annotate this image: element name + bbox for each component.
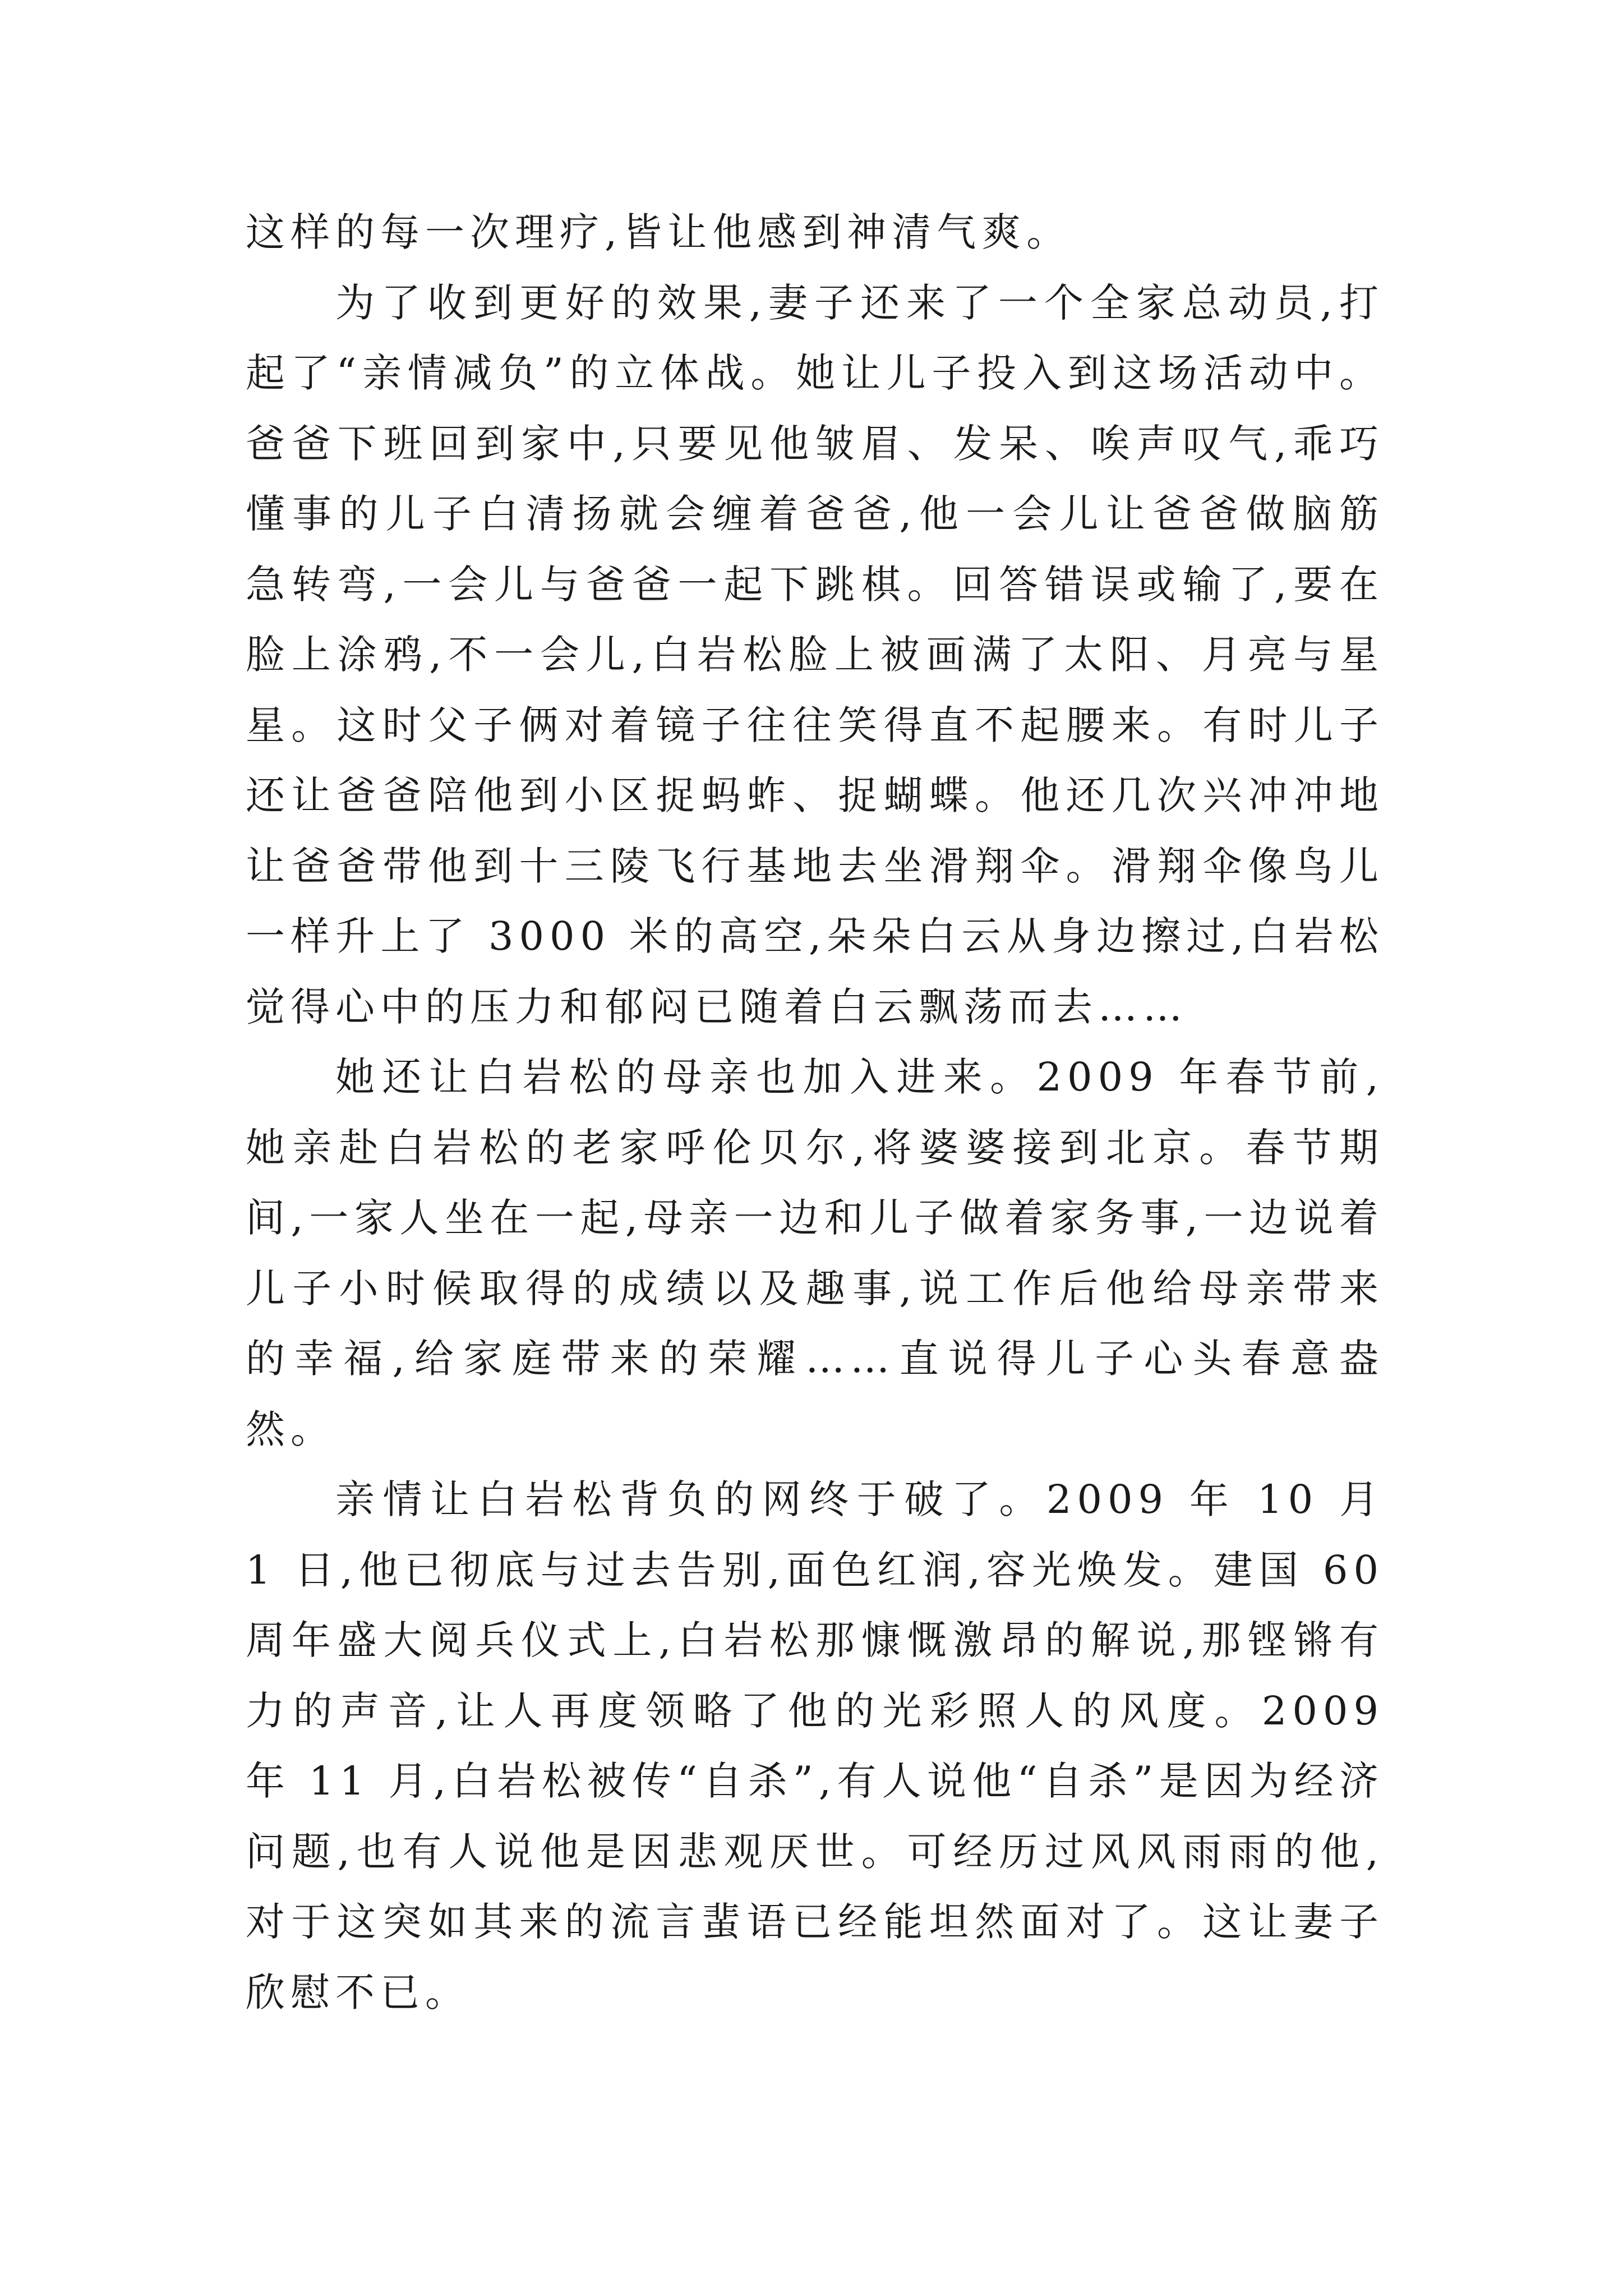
paragraph-3: 她还让白岩松的母亲也加入进来。2009 年春节前,她亲赴白岩松的老家呼伦贝尔,将婆婆接到北京。春节期间,一家人坐在一起,母亲一边和儿子做着家务事,一边说着儿子小时候取得的成绩以及趣事,说工作后他给母亲带来的幸福,给家庭带来的荣耀……直说得儿子心头春意盎然。 [246, 1054, 1384, 1452]
paragraph-1: 这样的每一次理疗,皆让他感到神清气爽。 [246, 209, 1072, 255]
paragraph-2: 为了收到更好的效果,妻子还来了一个全家总动员,打起了“亲情减负”的立体战。她让儿子投入到这场活动中。爸爸下班回到家中,只要见他皱眉、发呆、唉声叹气,乖巧懂事的儿子白清扬就会缠着爸爸,他一会儿让爸爸做脑筋急转弯,一会儿与爸爸一起下跳棋。回答错误或输了,要在脸上涂鸦,不一会儿,白岩松脸上被画满了太阳、月亮与星星。这时父子俩对着镜子往往笑得直不起腰来。有时儿子还让爸爸陪他到小区捉蚂蚱、捉蝴蝶。他还几次兴冲冲地让爸爸带他到十三陵飞行基地去坐滑翔伞。滑翔伞像鸟儿一样升上了 3000 米的高空,朵朵白云从身边擦过,白岩松觉得心中的压力和郁闷已随着白云飘荡而去…… [246, 279, 1384, 1030]
article-body [246, 197, 1384, 2028]
paragraph-4: 亲情让白岩松背负的网终于破了。2009 年 10 月 1 日,他已彻底与过去告别,面色红润,容光焕发。建国 60 周年盛大阅兵仪式上,白岩松那慷慨激昂的解说,那铿锵有力的声音,让人再度领略了他的光彩照人的风度。2009 年 11 月,白岩松被传“自杀”,有人说他“自杀”是因为经济问题,也有人说他是因悲观厌世。可经历过风风雨雨的他,对于这突如其来的流言蜚语已经能坦然面对了。这让妻子欣慰不已。 [246, 1476, 1384, 2016]
